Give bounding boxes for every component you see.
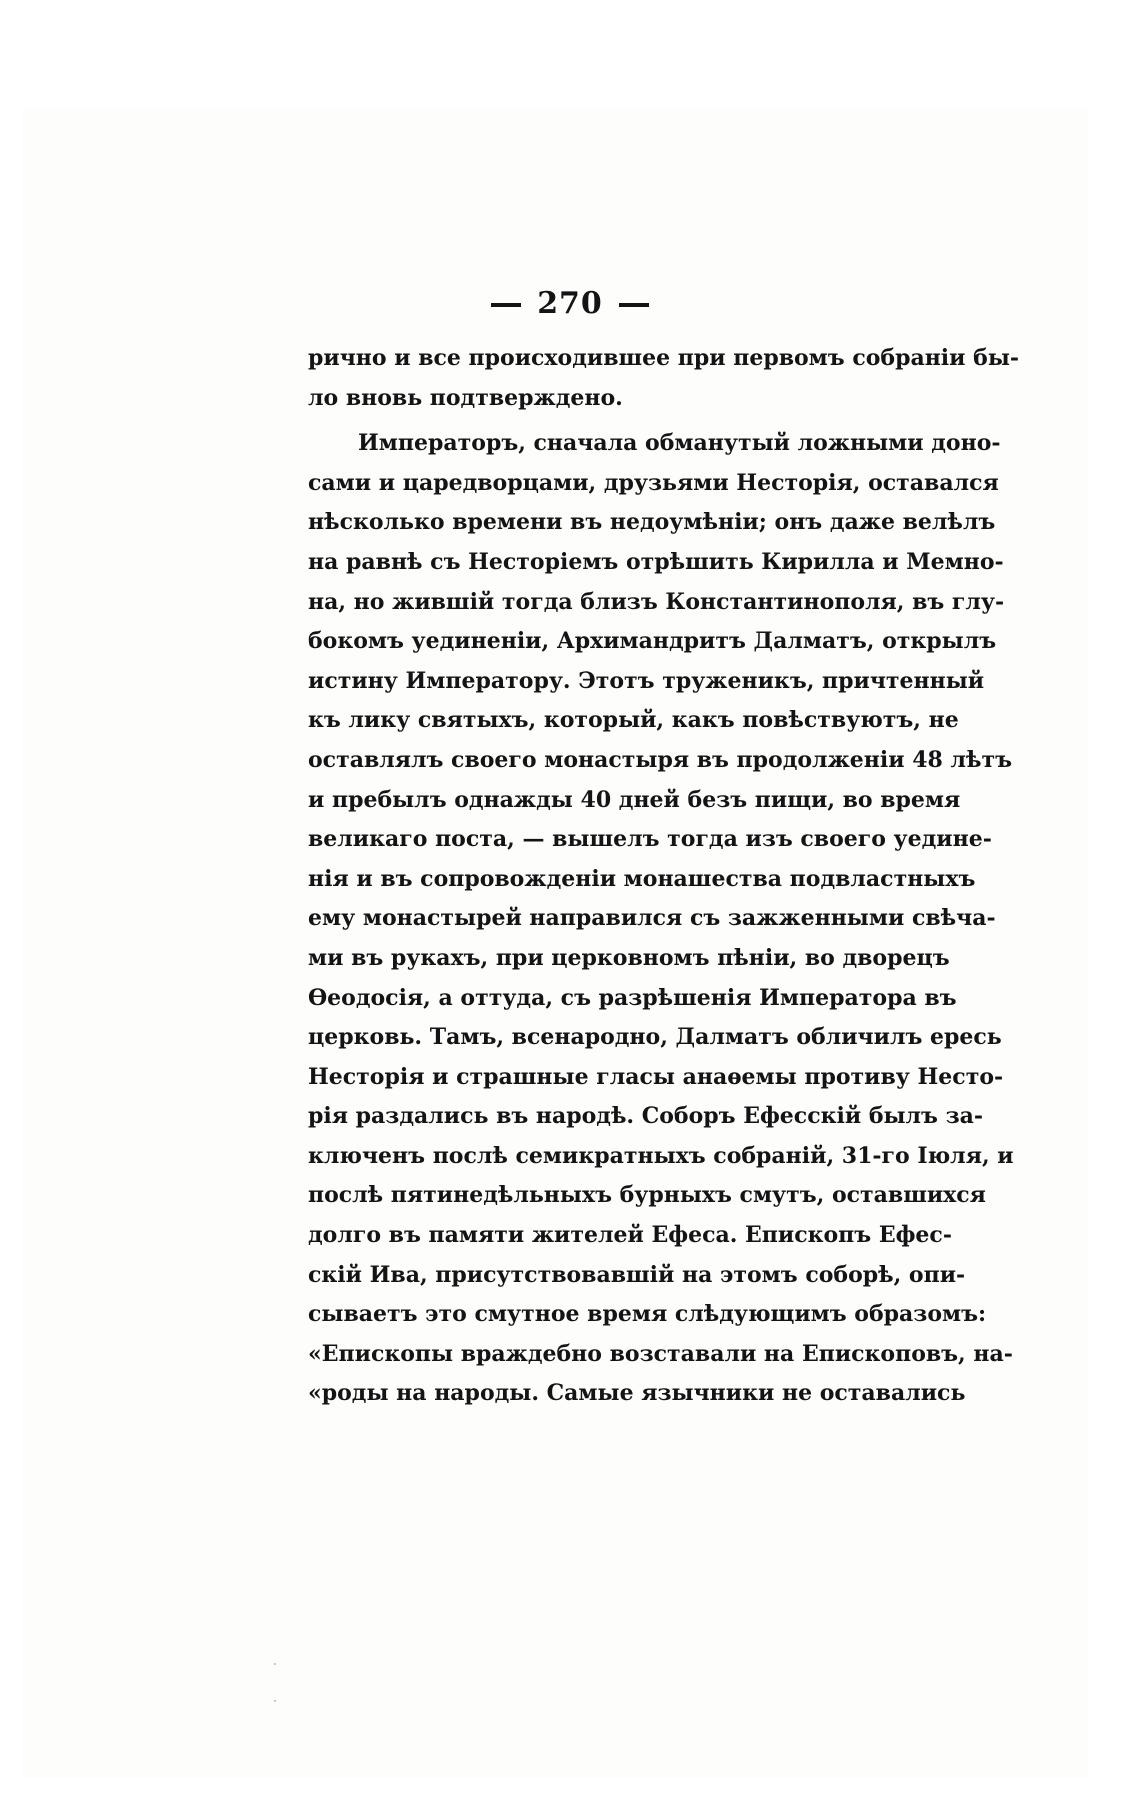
text-line: Императоръ, сначала обманутый ложными доно- [358,430,1001,457]
text-line: «Епископы враждебно возставали на Епископовъ, на- [308,1340,1013,1367]
text-line: послѣ пятинедѣльныхъ бурныхъ смутъ, оставшихся [308,1182,986,1209]
text-line: ми въ рукахъ, при церковномъ пѣнiи, во дворецъ [308,944,950,971]
text-line: ло вновь подтверждено. [308,384,623,411]
left-dash [491,303,521,307]
text-line: великаго поста, — вышелъ тогда изъ своего уедине- [308,826,992,853]
text-line: скiй Ива, присутствовавшiй на этомъ соборѣ, опи- [308,1261,966,1288]
text-line: оставлялъ своего монастыря въ продолженiи 48 лѣтъ [308,746,1012,773]
text-line: сываетъ это смутное время слѣдующимъ образомъ: [308,1301,987,1328]
paper-speck [274,1700,276,1702]
text-line: къ лику святыхъ, который, какъ повѣствуютъ, не [308,707,959,734]
text-line: ему монастырей направился съ зажженными свѣча- [308,905,996,932]
text-line: и пребылъ однажды 40 дней безъ пищи, во время [308,786,961,813]
text-line: «роды на народы. Самые язычники не оставались [308,1380,966,1407]
paragraph-continuation [308,339,1020,418]
text-line: долго въ памяти жителей Ефеса. Епископъ Ефес- [308,1222,952,1249]
text-line: рично и все происходившее при первомъ собранiи бы- [308,345,1020,371]
text-line: на, но жившiй тогда близъ Константинополя, въ глу- [308,588,1005,615]
text-line: на равнѣ съ Несторiемъ отрѣшить Кирилла и Мемно- [308,548,1004,575]
text-line: бокомъ уединенiи, Архимандритъ Далматъ, открылъ [308,628,997,655]
text-line: истину Императору. Этотъ труженикъ, причтенный [308,667,985,694]
page-number [0,286,1140,321]
text-line: сами и царедворцами, друзьями Несторiя, оставался [308,469,999,496]
paragraph-emperor [308,424,1014,1414]
page-number-value: 270 [537,286,603,321]
text-line: рiя раздались въ народѣ. Соборъ Ефесскiй былъ за- [308,1103,984,1130]
body-text [308,339,1020,1414]
text-line: Несторiя и страшные гласы анаѳемы противу Несто- [308,1063,1004,1090]
text-line: нѣсколько времени въ недоумѣнiи; онъ даже велѣлъ [308,509,996,536]
text-line: церковь. Тамъ, всенародно, Далматъ обличилъ ересь [308,1024,1002,1051]
right-dash [619,303,649,307]
text-line: Ѳеодосiя, а оттуда, съ разрѣшенiя Императора въ [308,984,957,1011]
paper-speck [274,1663,276,1665]
text-line: нiя и въ сопровожденiи монашества подвластныхъ [308,865,976,892]
text-line: ключенъ послѣ семикратныхъ собранiй, 31-го Iюля, и [308,1142,1014,1169]
